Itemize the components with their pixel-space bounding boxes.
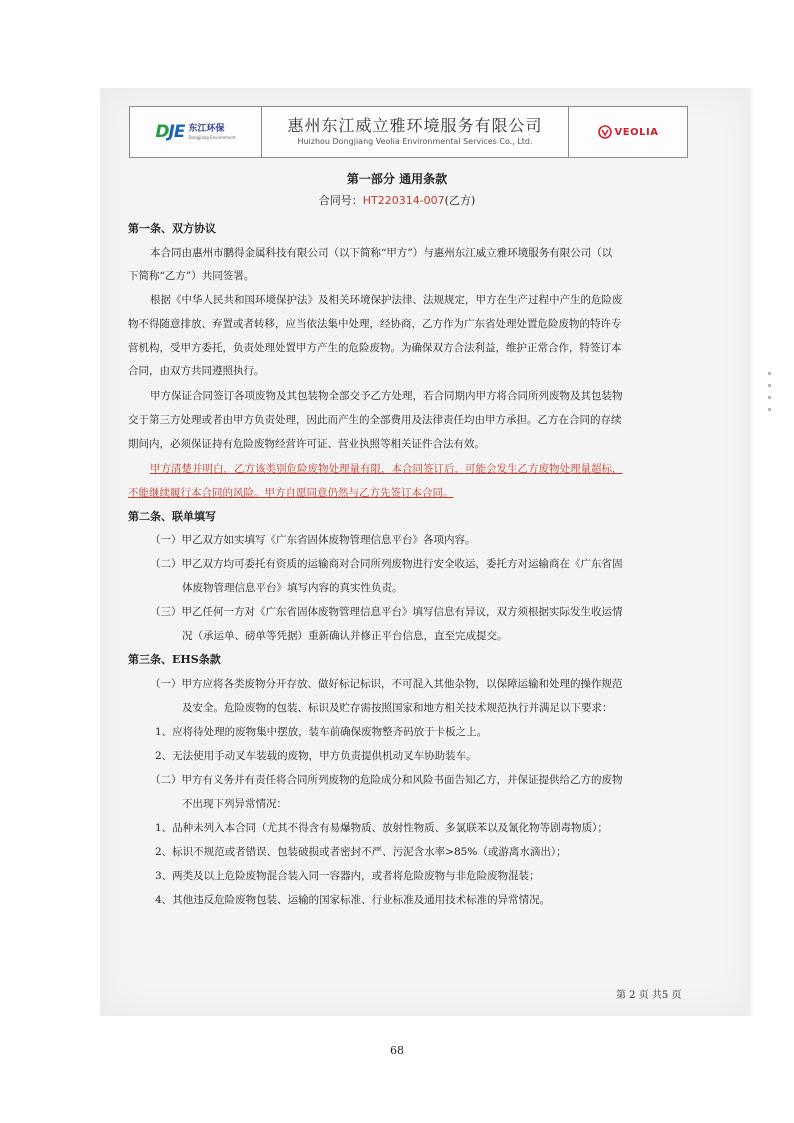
clause-line: （一）甲方应将各类废物分开存放、做好标记标识，不可混入其他杂物，以保障运输和处理的操作规范 [150,678,623,690]
paragraph-line: 期间内，必须保证持有危险废物经营许可证、营业执照等相关证件合法有效。 [128,438,485,450]
list-item: 1、品种未列入本合同（尤其不得含有易爆物质、放射性物质、多氯联苯以及氰化物等剧毒物质）； [155,822,608,834]
paragraph-line: 营机构，受甲方委托，负责处理处置甲方产生的危险废物。为确保双方合法利益，维护正常合作，特签订本 [128,342,622,354]
list-item: 1、应将待处理的废物集中摆放，装车前确保废物整齐码放于卡板之上。 [155,726,488,738]
clause-line: 不出现下列异常情况： [182,798,287,810]
paragraph-line: 根据《中华人民共和国环境保护法》及相关环境保护法律、法规规定，甲方在生产过程中产生的危险废 [150,294,623,306]
dongjiang-logo [130,107,262,157]
list-item: 4、其他违反危险废物包装、运输的国家标准、行业标准及通用技术标准的异常情况。 [155,894,551,906]
clause-line: （三）甲乙任何一方对《广东省固体废物管理信息平台》填写信息有异议，双方须根据实际发生收运情 [150,606,623,618]
paragraph-line: 物不得随意排放、弃置或者转移，应当依法集中处理，经协商，乙方作为广东省处理处置危险废物的特许专 [128,318,622,330]
article-3-heading: 第三条、EHS条款 [128,653,221,666]
clause-line: 及安全。危险废物的包装、标识及贮存需按照国家和地方相关技术规范执行并满足以下要求： [182,702,613,714]
article-1-heading: 第一条、双方协议 [128,222,216,235]
paragraph-line: 合同，由双方共同遵照执行。 [128,365,265,377]
clause-line: （二）甲方有义务并有责任将合同所列废物的危险成分和风险书面告知乙方，并保证提供给乙方的废物 [150,774,623,786]
dje-logo-name: 东江环保 [188,123,225,134]
company-name-cn: 惠州东江威立雅环境服务有限公司 [287,116,543,135]
contract-suffix: (乙方) [444,194,476,207]
paragraph-line: 下简称“乙方”）共同签署。 [128,270,255,282]
clause-line: 体废物管理信息平台》填写内容的真实性负责。 [182,582,403,594]
veolia-logo [568,107,687,157]
paragraph-line: 本合同由惠州市鹏得金属科技有限公司（以下简称“甲方”）与惠州东江威立雅环境服务有限公司（以 [150,247,613,259]
paragraph-line: 甲方保证合同签订各项废物及其包装物全部交予乙方处理，若合同期内甲方将合同所列废物及其包装物 [150,390,623,402]
clause-line: （二）甲乙双方均可委托有资质的运输商对合同所列废物进行安全收运，委托方对运输商在《广东省固 [150,558,623,570]
dje-logo-sub: Dongjiang Environment [188,134,236,140]
company-name-en: Huizhou Dongjiang Veolia Environmental Services Co., Ltd. [297,137,533,146]
veolia-logo-name: VEOLIA [614,126,659,138]
clause-line: 况（承运单、磅单等凭据）重新确认并修正平台信息，直至完成提交。 [182,630,508,642]
list-item: 2、无法使用手动叉车装载的废物，甲方负责提供机动叉车协助装车。 [155,750,477,762]
veolia-logo-icon [598,125,612,139]
scan-edge-marks [766,372,774,420]
risk-notice-line: 甲方清楚并明白，乙方该类别危险废物处理量有限，本合同签订后，可能会发生乙方废物处理量超标， [150,463,623,475]
list-item: 3、两类及以上危险废物混合装入同一容器内，或者将危险废物与非危险废物混装； [155,870,540,882]
scan-edge [748,88,754,1016]
contract-number-line [0,192,794,208]
clause-line: （一）甲乙双方如实填写《广东省固体废物管理信息平台》各项内容。 [150,534,476,546]
dje-logo-mark: DJE [155,122,185,142]
company-name-block [262,107,568,157]
paragraph-line: 交于第三方处理或者由甲方负责处理，因此而产生的全部费用及法律责任均由甲方承担。乙方在合同的存续 [128,414,622,426]
pdf-page-number: 68 [390,1044,404,1057]
page-counter: 第 2 页 共5 页 [616,990,682,1001]
contract-number: HT220314-007 [362,194,445,207]
section-title: 第一部分 通用条款 [346,172,448,186]
risk-notice-line: 不能继续履行本合同的风险。甲方自愿同意仍然与乙方先签订本合同。 [128,487,454,499]
article-2-heading: 第二条、联单填写 [128,510,216,523]
letterhead [129,106,688,158]
list-item: 2、标识不规范或者错误、包装破损或者密封不严、污泥含水率>85%（或游离水滴出）； [155,846,567,858]
contract-label: 合同号： [318,194,363,207]
